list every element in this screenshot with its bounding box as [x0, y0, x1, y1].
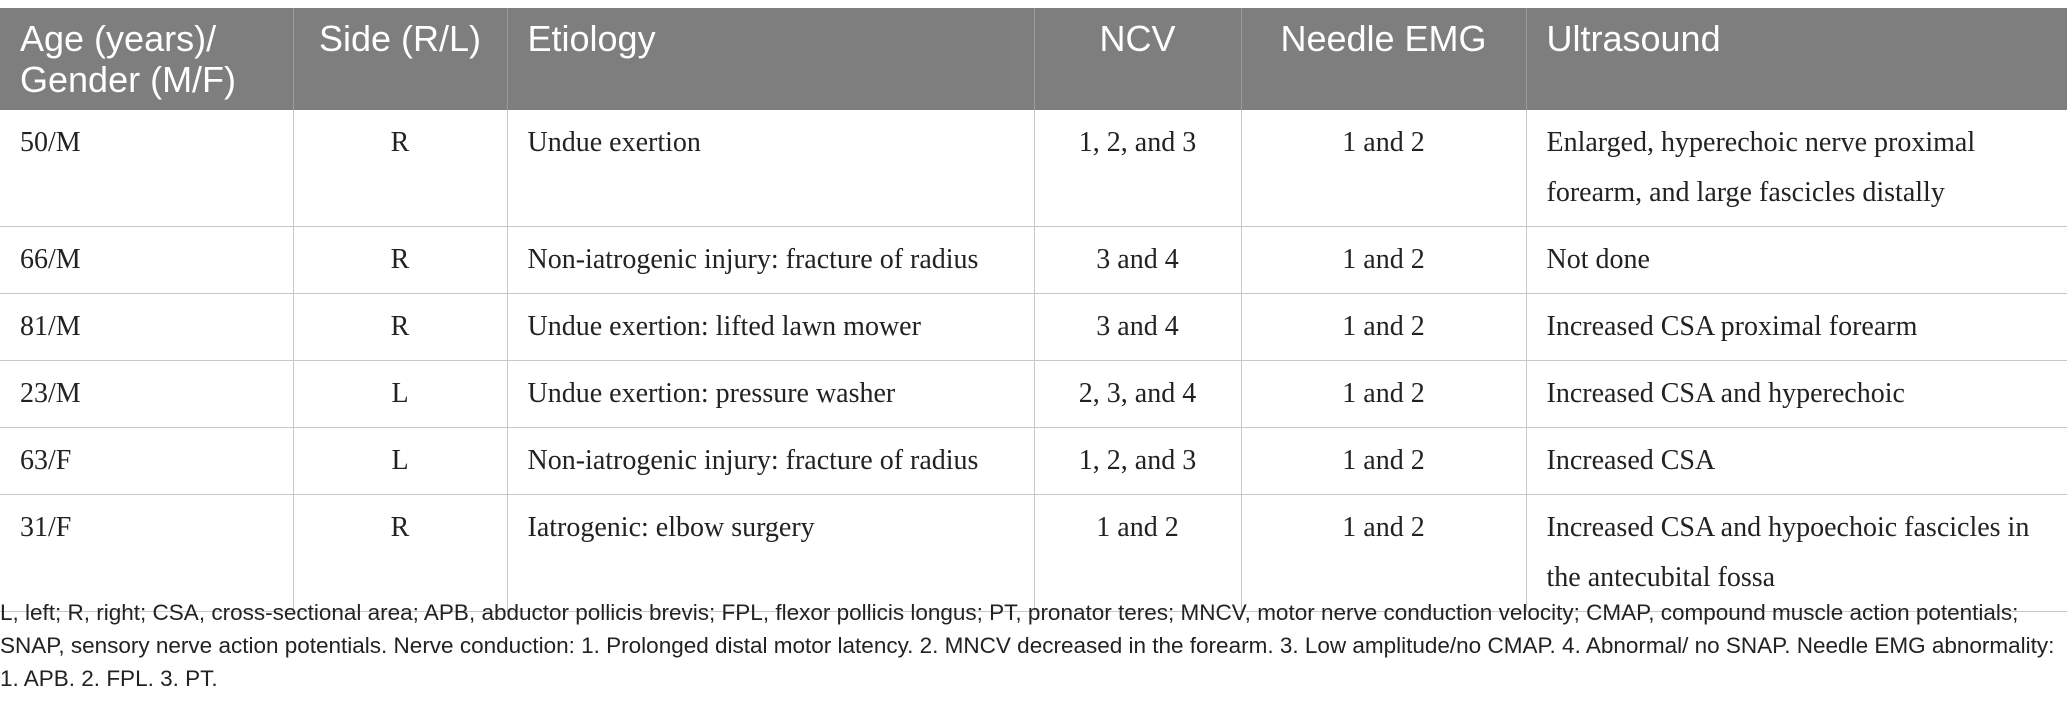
cell-etiology: Non-iatrogenic injury: fracture of radius — [507, 428, 1034, 495]
table-body — [0, 110, 2067, 612]
cell-age-gender: 50/M — [0, 110, 293, 227]
cell-side: R — [293, 495, 507, 612]
table-row — [0, 294, 2067, 361]
cell-ultrasound: Increased CSA and hyperechoic — [1526, 361, 2067, 428]
header-age-gender: Age (years)/ Gender (M/F) — [0, 8, 293, 110]
cell-side: L — [293, 428, 507, 495]
cell-etiology: Undue exertion: lifted lawn mower — [507, 294, 1034, 361]
cell-ncv: 1, 2, and 3 — [1034, 110, 1241, 227]
table-row — [0, 227, 2067, 294]
cell-needle-emg: 1 and 2 — [1241, 428, 1526, 495]
cell-ncv: 3 and 4 — [1034, 294, 1241, 361]
table-footnote: L, left; R, right; CSA, cross-sectional area; APB, abductor pollicis brevis; FPL, flexor pollicis longus; PT, pronator teres; MNCV, motor nerve conduction velocity; CMAP, compound muscle action potentials; SNAP, sensory nerve action potentials. Nerve conduction: 1. Prolonged distal motor latency. 2. MNCV decreased in the forearm. 3. Low amplitude/no CMAP. 4. Abnormal/ no SNAP. Needle EMG abnormality: 1. APB. 2. FPL. 3. PT. — [0, 600, 2055, 691]
cell-side: R — [293, 110, 507, 227]
cell-ultrasound: Increased CSA and hypoechoic fascicles in the antecubital fossa — [1526, 495, 2067, 612]
cell-needle-emg: 1 and 2 — [1241, 495, 1526, 612]
table-row — [0, 110, 2067, 227]
header-needle-emg: Needle EMG — [1241, 8, 1526, 110]
cell-etiology: Non-iatrogenic injury: fracture of radius — [507, 227, 1034, 294]
table-row — [0, 495, 2067, 612]
table-row — [0, 361, 2067, 428]
cell-side: R — [293, 227, 507, 294]
cell-age-gender: 63/F — [0, 428, 293, 495]
cell-age-gender: 66/M — [0, 227, 293, 294]
cell-etiology: Undue exertion — [507, 110, 1034, 227]
header-ultrasound: Ultrasound — [1526, 8, 2067, 110]
cell-needle-emg: 1 and 2 — [1241, 294, 1526, 361]
cell-etiology: Undue exertion: pressure washer — [507, 361, 1034, 428]
cell-ultrasound: Increased CSA proximal forearm — [1526, 294, 2067, 361]
cell-etiology: Iatrogenic: elbow surgery — [507, 495, 1034, 612]
header-ncv: NCV — [1034, 8, 1241, 110]
cell-ncv: 3 and 4 — [1034, 227, 1241, 294]
table-row — [0, 428, 2067, 495]
cell-needle-emg: 1 and 2 — [1241, 361, 1526, 428]
table-header — [0, 8, 2067, 110]
cell-side: L — [293, 361, 507, 428]
cell-ultrasound: Enlarged, hyperechoic nerve proximal forearm, and large fascicles distally — [1526, 110, 2067, 227]
cell-age-gender: 31/F — [0, 495, 293, 612]
cell-age-gender: 23/M — [0, 361, 293, 428]
header-row — [0, 8, 2067, 110]
cell-needle-emg: 1 and 2 — [1241, 227, 1526, 294]
header-etiology: Etiology — [507, 8, 1034, 110]
cell-age-gender: 81/M — [0, 294, 293, 361]
header-side: Side (R/L) — [293, 8, 507, 110]
cell-ultrasound: Increased CSA — [1526, 428, 2067, 495]
cell-side: R — [293, 294, 507, 361]
cell-ncv: 2, 3, and 4 — [1034, 361, 1241, 428]
cell-ncv: 1, 2, and 3 — [1034, 428, 1241, 495]
data-table — [0, 8, 2067, 612]
cell-needle-emg: 1 and 2 — [1241, 110, 1526, 227]
cell-ncv: 1 and 2 — [1034, 495, 1241, 612]
cell-ultrasound: Not done — [1526, 227, 2067, 294]
table-container — [0, 8, 2067, 612]
